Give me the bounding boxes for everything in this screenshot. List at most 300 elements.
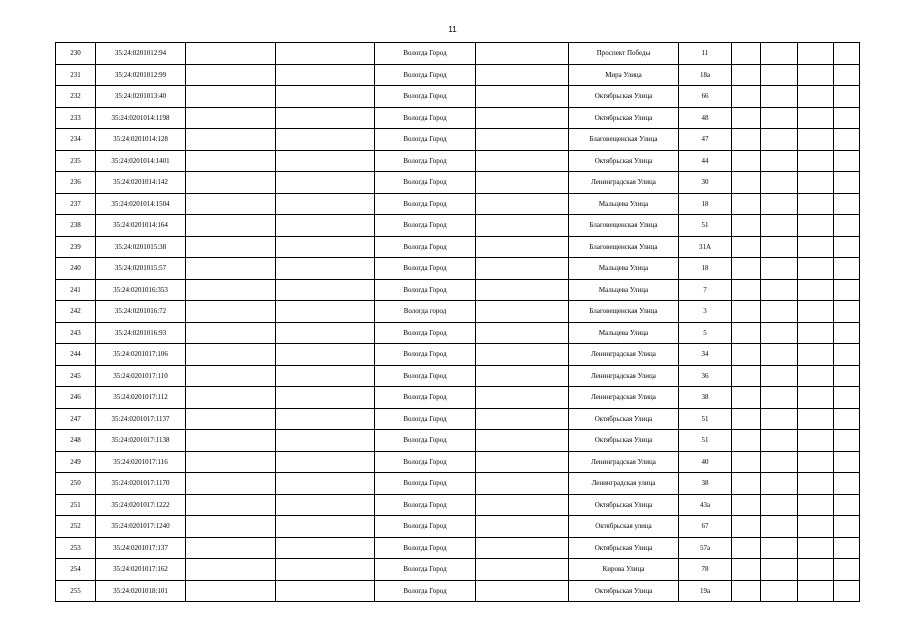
empty-cell xyxy=(798,387,834,409)
street-cell: Октябрьская Улица xyxy=(569,580,679,602)
city-cell: Вологда Город xyxy=(375,107,476,129)
row-number-cell: 248 xyxy=(56,430,96,452)
row-number-cell: 252 xyxy=(56,516,96,538)
empty-cell xyxy=(761,473,798,495)
cadastral-number-cell: 35:24:0201012:99 xyxy=(96,64,186,86)
table-row xyxy=(56,537,860,559)
city-cell: Вологда Город xyxy=(375,236,476,258)
empty-cell xyxy=(798,107,834,129)
empty-cell xyxy=(834,344,860,366)
street-cell: Октябрьская улица xyxy=(569,516,679,538)
empty-cell xyxy=(834,86,860,108)
table-row xyxy=(56,559,860,581)
city-cell: Вологда Город xyxy=(375,430,476,452)
empty-cell xyxy=(476,559,569,581)
empty-cell xyxy=(276,236,375,258)
empty-cell xyxy=(276,301,375,323)
cadastral-number-cell: 35:24:0201014:1198 xyxy=(96,107,186,129)
street-cell: Октябрьская Улица xyxy=(569,86,679,108)
house-number-cell: 18а xyxy=(679,64,732,86)
house-number-cell: 48 xyxy=(679,107,732,129)
city-cell: Вологда Город xyxy=(375,86,476,108)
empty-cell xyxy=(186,344,276,366)
row-number-cell: 243 xyxy=(56,322,96,344)
cadastral-number-cell: 35:24:0201017:116 xyxy=(96,451,186,473)
table-row xyxy=(56,580,860,602)
row-number-cell: 237 xyxy=(56,193,96,215)
empty-cell xyxy=(798,86,834,108)
empty-cell xyxy=(834,258,860,280)
empty-cell xyxy=(834,322,860,344)
street-cell: Октябрьская Улица xyxy=(569,408,679,430)
row-number-cell: 254 xyxy=(56,559,96,581)
row-number-cell: 251 xyxy=(56,494,96,516)
empty-cell xyxy=(834,215,860,237)
street-cell: Октябрьская Улица xyxy=(569,107,679,129)
empty-cell xyxy=(798,516,834,538)
empty-cell xyxy=(834,236,860,258)
empty-cell xyxy=(761,86,798,108)
empty-cell xyxy=(276,344,375,366)
empty-cell xyxy=(761,172,798,194)
empty-cell xyxy=(834,279,860,301)
empty-cell xyxy=(732,279,761,301)
cadastral-number-cell: 35:24:0201017:1222 xyxy=(96,494,186,516)
cadastral-number-cell: 35:24:0201017:110 xyxy=(96,365,186,387)
empty-cell xyxy=(761,258,798,280)
empty-cell xyxy=(798,258,834,280)
street-cell: Октябрьская Улица xyxy=(569,537,679,559)
row-number-cell: 238 xyxy=(56,215,96,237)
empty-cell xyxy=(276,258,375,280)
cadastral-number-cell: 35:24:0201016:72 xyxy=(96,301,186,323)
table-row xyxy=(56,387,860,409)
row-number-cell: 232 xyxy=(56,86,96,108)
empty-cell xyxy=(798,129,834,151)
empty-cell xyxy=(186,129,276,151)
empty-cell xyxy=(732,430,761,452)
empty-cell xyxy=(186,322,276,344)
house-number-cell: 51 xyxy=(679,408,732,430)
cadastral-number-cell: 35:24:0201014:128 xyxy=(96,129,186,151)
street-cell: Мальцева Улица xyxy=(569,279,679,301)
empty-cell xyxy=(761,236,798,258)
house-number-cell: 51 xyxy=(679,430,732,452)
empty-cell xyxy=(186,430,276,452)
empty-cell xyxy=(186,43,276,65)
cadastral-number-cell: 35:24:0201015:38 xyxy=(96,236,186,258)
cadastral-number-cell: 35:24:0201014:142 xyxy=(96,172,186,194)
cadastral-number-cell: 35:24:0201014:1401 xyxy=(96,150,186,172)
empty-cell xyxy=(476,365,569,387)
empty-cell xyxy=(761,279,798,301)
empty-cell xyxy=(186,150,276,172)
table-row xyxy=(56,301,860,323)
street-cell: Ленинградская улица xyxy=(569,473,679,495)
empty-cell xyxy=(476,516,569,538)
empty-cell xyxy=(761,129,798,151)
cadastral-number-cell: 35:24:0201017:1170 xyxy=(96,473,186,495)
house-number-cell: 19а xyxy=(679,580,732,602)
empty-cell xyxy=(798,451,834,473)
empty-cell xyxy=(798,193,834,215)
street-cell: Мальцева Улица xyxy=(569,258,679,280)
empty-cell xyxy=(798,322,834,344)
empty-cell xyxy=(798,559,834,581)
table-row xyxy=(56,430,860,452)
empty-cell xyxy=(761,387,798,409)
empty-cell xyxy=(761,193,798,215)
city-cell: Вологда Город xyxy=(375,473,476,495)
empty-cell xyxy=(476,150,569,172)
house-number-cell: 18 xyxy=(679,193,732,215)
empty-cell xyxy=(476,172,569,194)
empty-cell xyxy=(276,215,375,237)
table-row xyxy=(56,279,860,301)
empty-cell xyxy=(732,129,761,151)
empty-cell xyxy=(834,150,860,172)
empty-cell xyxy=(186,64,276,86)
city-cell: Вологда Город xyxy=(375,559,476,581)
city-cell: Вологда Город xyxy=(375,451,476,473)
row-number-cell: 240 xyxy=(56,258,96,280)
empty-cell xyxy=(186,408,276,430)
house-number-cell: 11 xyxy=(679,43,732,65)
empty-cell xyxy=(732,64,761,86)
house-number-cell: 78 xyxy=(679,559,732,581)
street-cell: Ленинградская Улица xyxy=(569,172,679,194)
empty-cell xyxy=(732,387,761,409)
empty-cell xyxy=(276,580,375,602)
empty-cell xyxy=(476,236,569,258)
table-row xyxy=(56,215,860,237)
empty-cell xyxy=(186,193,276,215)
empty-cell xyxy=(798,64,834,86)
table-row xyxy=(56,408,860,430)
empty-cell xyxy=(798,408,834,430)
table-row xyxy=(56,193,860,215)
empty-cell xyxy=(834,193,860,215)
empty-cell xyxy=(798,172,834,194)
empty-cell xyxy=(276,430,375,452)
cadastral-number-cell: 35:24:0201018:101 xyxy=(96,580,186,602)
table-row xyxy=(56,150,860,172)
empty-cell xyxy=(186,537,276,559)
empty-cell xyxy=(186,451,276,473)
cadastral-number-cell: 35:24:0201017:1138 xyxy=(96,430,186,452)
empty-cell xyxy=(276,107,375,129)
empty-cell xyxy=(476,537,569,559)
cadastral-number-cell: 35:24:0201016:93 xyxy=(96,322,186,344)
table-row xyxy=(56,322,860,344)
empty-cell xyxy=(186,580,276,602)
row-number-cell: 253 xyxy=(56,537,96,559)
empty-cell xyxy=(834,43,860,65)
empty-cell xyxy=(732,193,761,215)
city-cell: Вологда Город xyxy=(375,150,476,172)
empty-cell xyxy=(186,215,276,237)
city-cell: Вологда Город xyxy=(375,322,476,344)
empty-cell xyxy=(834,580,860,602)
empty-cell xyxy=(476,64,569,86)
empty-cell xyxy=(276,473,375,495)
street-cell: Проспект Победы xyxy=(569,43,679,65)
empty-cell xyxy=(834,64,860,86)
house-number-cell: 34 xyxy=(679,344,732,366)
empty-cell xyxy=(834,559,860,581)
row-number-cell: 231 xyxy=(56,64,96,86)
empty-cell xyxy=(276,494,375,516)
empty-cell xyxy=(732,365,761,387)
house-number-cell: 44 xyxy=(679,150,732,172)
empty-cell xyxy=(276,387,375,409)
empty-cell xyxy=(761,559,798,581)
empty-cell xyxy=(276,43,375,65)
cadastral-number-cell: 35:24:0201017:1240 xyxy=(96,516,186,538)
street-cell: Благовещенская Улица xyxy=(569,129,679,151)
empty-cell xyxy=(276,408,375,430)
street-cell: Ленинградская Улица xyxy=(569,451,679,473)
empty-cell xyxy=(761,215,798,237)
empty-cell xyxy=(186,258,276,280)
empty-cell xyxy=(276,279,375,301)
empty-cell xyxy=(732,172,761,194)
empty-cell xyxy=(476,451,569,473)
city-cell: Вологда Город xyxy=(375,172,476,194)
row-number-cell: 230 xyxy=(56,43,96,65)
house-number-cell: 36 xyxy=(679,365,732,387)
empty-cell xyxy=(476,279,569,301)
cadastral-number-cell: 35:24:0201015:57 xyxy=(96,258,186,280)
empty-cell xyxy=(186,236,276,258)
table-row xyxy=(56,236,860,258)
row-number-cell: 241 xyxy=(56,279,96,301)
house-number-cell: 3 xyxy=(679,301,732,323)
table-row xyxy=(56,64,860,86)
empty-cell xyxy=(834,301,860,323)
table-row xyxy=(56,86,860,108)
empty-cell xyxy=(834,516,860,538)
cadastral-number-cell: 35:24:0201017:112 xyxy=(96,387,186,409)
empty-cell xyxy=(834,430,860,452)
table-row xyxy=(56,451,860,473)
empty-cell xyxy=(476,258,569,280)
city-cell: Вологда Город xyxy=(375,365,476,387)
empty-cell xyxy=(761,150,798,172)
empty-cell xyxy=(798,43,834,65)
empty-cell xyxy=(798,473,834,495)
city-cell: Вологда Город xyxy=(375,408,476,430)
empty-cell xyxy=(732,258,761,280)
cadastral-number-cell: 35:24:0201017:106 xyxy=(96,344,186,366)
empty-cell xyxy=(798,344,834,366)
cadastral-number-cell: 35:24:0201014:1504 xyxy=(96,193,186,215)
empty-cell xyxy=(798,301,834,323)
empty-cell xyxy=(798,279,834,301)
row-number-cell: 247 xyxy=(56,408,96,430)
city-cell: Вологда Город xyxy=(375,64,476,86)
empty-cell xyxy=(476,387,569,409)
registry-table xyxy=(55,42,860,602)
empty-cell xyxy=(798,236,834,258)
table-row xyxy=(56,129,860,151)
empty-cell xyxy=(761,580,798,602)
empty-cell xyxy=(732,516,761,538)
empty-cell xyxy=(186,301,276,323)
empty-cell xyxy=(276,172,375,194)
empty-cell xyxy=(186,516,276,538)
empty-cell xyxy=(761,64,798,86)
row-number-cell: 244 xyxy=(56,344,96,366)
empty-cell xyxy=(732,408,761,430)
empty-cell xyxy=(476,344,569,366)
empty-cell xyxy=(834,365,860,387)
row-number-cell: 239 xyxy=(56,236,96,258)
empty-cell xyxy=(476,473,569,495)
empty-cell xyxy=(761,516,798,538)
empty-cell xyxy=(276,516,375,538)
row-number-cell: 255 xyxy=(56,580,96,602)
street-cell: Мальцева Улица xyxy=(569,193,679,215)
empty-cell xyxy=(798,580,834,602)
empty-cell xyxy=(186,279,276,301)
house-number-cell: 31А xyxy=(679,236,732,258)
cadastral-number-cell: 35:24:0201016:353 xyxy=(96,279,186,301)
empty-cell xyxy=(761,451,798,473)
city-cell: Вологда Город xyxy=(375,279,476,301)
empty-cell xyxy=(186,559,276,581)
empty-cell xyxy=(834,494,860,516)
empty-cell xyxy=(276,64,375,86)
street-cell: Мальцева Улица xyxy=(569,322,679,344)
row-number-cell: 242 xyxy=(56,301,96,323)
page-number: 11 xyxy=(448,25,457,34)
city-cell: Вологда Город xyxy=(375,258,476,280)
city-cell: Вологда Город xyxy=(375,193,476,215)
house-number-cell: 38 xyxy=(679,387,732,409)
street-cell: Октябрьская Улица xyxy=(569,430,679,452)
empty-cell xyxy=(476,494,569,516)
empty-cell xyxy=(732,86,761,108)
empty-cell xyxy=(276,129,375,151)
empty-cell xyxy=(186,107,276,129)
registry-body xyxy=(56,43,860,602)
empty-cell xyxy=(276,451,375,473)
empty-cell xyxy=(276,559,375,581)
empty-cell xyxy=(798,494,834,516)
empty-cell xyxy=(186,494,276,516)
empty-cell xyxy=(732,473,761,495)
empty-cell xyxy=(476,43,569,65)
empty-cell xyxy=(798,150,834,172)
house-number-cell: 66 xyxy=(679,86,732,108)
cadastral-number-cell: 35:24:0201017:137 xyxy=(96,537,186,559)
empty-cell xyxy=(732,236,761,258)
empty-cell xyxy=(476,430,569,452)
table-row xyxy=(56,43,860,65)
empty-cell xyxy=(186,172,276,194)
empty-cell xyxy=(834,408,860,430)
table-row xyxy=(56,258,860,280)
cadastral-number-cell: 35:24:0201013:40 xyxy=(96,86,186,108)
city-cell: Вологда Город xyxy=(375,43,476,65)
row-number-cell: 234 xyxy=(56,129,96,151)
house-number-cell: 7 xyxy=(679,279,732,301)
city-cell: Вологда Город xyxy=(375,516,476,538)
empty-cell xyxy=(732,494,761,516)
row-number-cell: 245 xyxy=(56,365,96,387)
empty-cell xyxy=(732,43,761,65)
table-row xyxy=(56,344,860,366)
street-cell: Октябрьская Улица xyxy=(569,494,679,516)
empty-cell xyxy=(476,301,569,323)
street-cell: Ленинградская Улица xyxy=(569,387,679,409)
empty-cell xyxy=(732,301,761,323)
empty-cell xyxy=(761,408,798,430)
empty-cell xyxy=(732,580,761,602)
house-number-cell: 38 xyxy=(679,473,732,495)
empty-cell xyxy=(476,580,569,602)
row-number-cell: 249 xyxy=(56,451,96,473)
house-number-cell: 18 xyxy=(679,258,732,280)
street-cell: Кирова Улица xyxy=(569,559,679,581)
row-number-cell: 235 xyxy=(56,150,96,172)
empty-cell xyxy=(761,43,798,65)
street-cell: Ленинградская Улица xyxy=(569,365,679,387)
city-cell: Вологда Город xyxy=(375,580,476,602)
empty-cell xyxy=(761,107,798,129)
empty-cell xyxy=(732,451,761,473)
row-number-cell: 233 xyxy=(56,107,96,129)
table-row xyxy=(56,365,860,387)
house-number-cell: 57а xyxy=(679,537,732,559)
empty-cell xyxy=(834,129,860,151)
empty-cell xyxy=(732,215,761,237)
empty-cell xyxy=(186,473,276,495)
street-cell: Благовещенская Улица xyxy=(569,301,679,323)
empty-cell xyxy=(276,365,375,387)
street-cell: Благовещенская Улица xyxy=(569,236,679,258)
empty-cell xyxy=(834,451,860,473)
empty-cell xyxy=(761,322,798,344)
row-number-cell: 236 xyxy=(56,172,96,194)
empty-cell xyxy=(476,129,569,151)
city-cell: Вологда Город xyxy=(375,215,476,237)
house-number-cell: 43а xyxy=(679,494,732,516)
row-number-cell: 250 xyxy=(56,473,96,495)
empty-cell xyxy=(732,107,761,129)
empty-cell xyxy=(732,559,761,581)
table-row xyxy=(56,516,860,538)
cadastral-number-cell: 35:24:0201017:1137 xyxy=(96,408,186,430)
cadastral-number-cell: 35:24:0201014:164 xyxy=(96,215,186,237)
house-number-cell: 40 xyxy=(679,451,732,473)
empty-cell xyxy=(476,107,569,129)
table-row xyxy=(56,107,860,129)
empty-cell xyxy=(732,344,761,366)
empty-cell xyxy=(761,537,798,559)
row-number-cell: 246 xyxy=(56,387,96,409)
house-number-cell: 30 xyxy=(679,172,732,194)
street-cell: Мира Улица xyxy=(569,64,679,86)
empty-cell xyxy=(798,215,834,237)
empty-cell xyxy=(476,86,569,108)
city-cell: Вологда Город xyxy=(375,129,476,151)
cadastral-number-cell: 35:24:0201012:94 xyxy=(96,43,186,65)
empty-cell xyxy=(834,473,860,495)
city-cell: Вологда город xyxy=(375,301,476,323)
empty-cell xyxy=(276,193,375,215)
